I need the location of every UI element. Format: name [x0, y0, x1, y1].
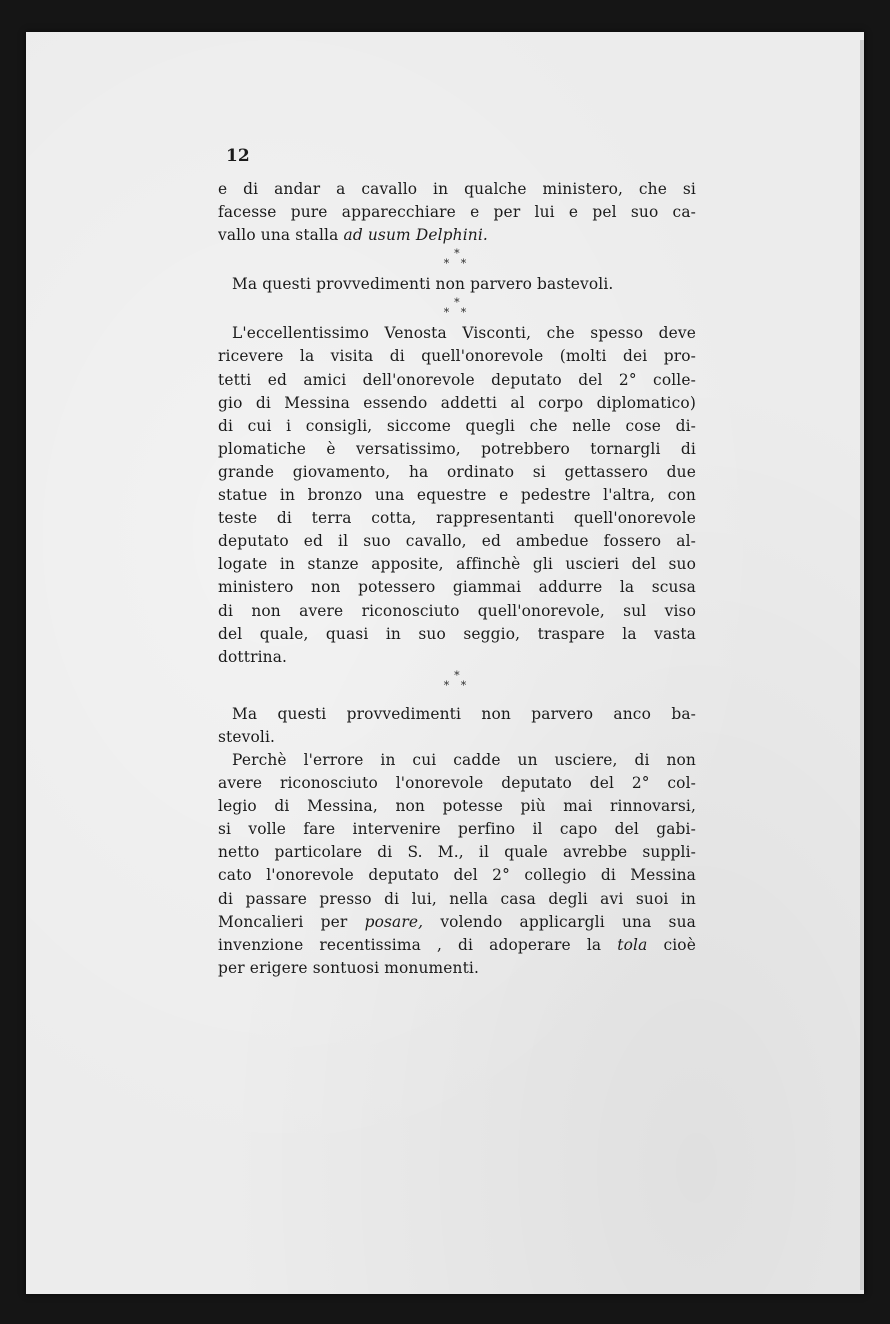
- text-line: per erigere sontuosi monumenti.: [218, 958, 480, 977]
- italic-word: tola: [617, 935, 648, 954]
- section-separator: * * *: [443, 668, 471, 692]
- text-line: Perchè l'errore in cui cadde un usciere, di non: [232, 750, 696, 769]
- text-line: legio di Messina, non potesse più mai rinnovarsi,: [218, 797, 696, 816]
- section-separator: * * *: [443, 296, 471, 320]
- section-separator: * * *: [443, 247, 471, 271]
- text-line: statue in bronzo una equestre e pedestre l'altra, con: [218, 486, 696, 505]
- page-number: 12: [226, 146, 250, 166]
- italic-phrase: ad usum Delphini.: [343, 226, 488, 245]
- text-line: cato l'onorevole deputato del 2° collegio di Messina: [218, 866, 696, 885]
- text-line: logate in stanze apposite, affinchè gli uscieri del suo: [218, 555, 696, 574]
- text-line: di passare presso di lui, nella casa degli avi suoi in: [218, 889, 696, 908]
- text-line: stevoli.: [218, 727, 276, 746]
- text-line: di non avere riconosciuto quell'onorevole, sul viso: [218, 601, 696, 620]
- italic-word: posare,: [364, 912, 424, 931]
- text-line: Ma questi provvedimenti non parvero anco ba-: [232, 704, 696, 723]
- text-line: e di andar a cavallo in qualche ministero, che si: [218, 180, 696, 198]
- text-line: si volle fare intervenire perfino il capo del gabi-: [218, 820, 696, 839]
- page-text: [218, 178, 696, 980]
- text-line: dottrina.: [218, 647, 288, 666]
- text-line: Ma questi provvedimenti non parvero bastevoli.: [232, 275, 614, 294]
- text-line: facesse pure apparecchiare e per lui e pel suo ca-: [218, 203, 696, 222]
- text-line: ministero non potessero giammai addurre la scusa: [218, 578, 696, 597]
- text-line: avere riconosciuto l'onorevole deputato del 2° col-: [218, 774, 696, 793]
- text-line: grande giovamento, ha ordinato si gettassero due: [218, 462, 696, 481]
- text-line: vallo una stalla ad usum Delphini.: [218, 226, 488, 245]
- text-line: invenzione recentissima , di adoperare la tola cioè: [218, 935, 696, 954]
- text-line: tetti ed amici dell'onorevole deputato del 2° colle-: [218, 370, 696, 389]
- text-line: deputato ed il suo cavallo, ed ambedue fossero al-: [218, 532, 696, 551]
- text-line: teste di terra cotta, rappresentanti quell'onorevole: [218, 509, 696, 528]
- text-line: di cui i consigli, siccome quegli che nelle cose di-: [218, 416, 696, 435]
- text-line: Moncalieri per posare, volendo applicargli una sua: [218, 912, 696, 931]
- text-line: L'eccellentissimo Venosta Visconti, che spesso deve: [232, 324, 696, 343]
- text-line: gio di Messina essendo addetti al corpo diplomatico): [218, 393, 696, 412]
- text-line: netto particolare di S. M., il quale avrebbe suppli-: [218, 843, 696, 862]
- page-edge: [860, 40, 864, 1290]
- text-line: del quale, quasi in suo seggio, traspare la vasta: [218, 624, 696, 643]
- text-line: ricevere la visita di quell'onorevole (molti dei pro-: [218, 347, 696, 366]
- text-line: plomatiche è versatissimo, potrebbero tornargli di: [218, 439, 696, 458]
